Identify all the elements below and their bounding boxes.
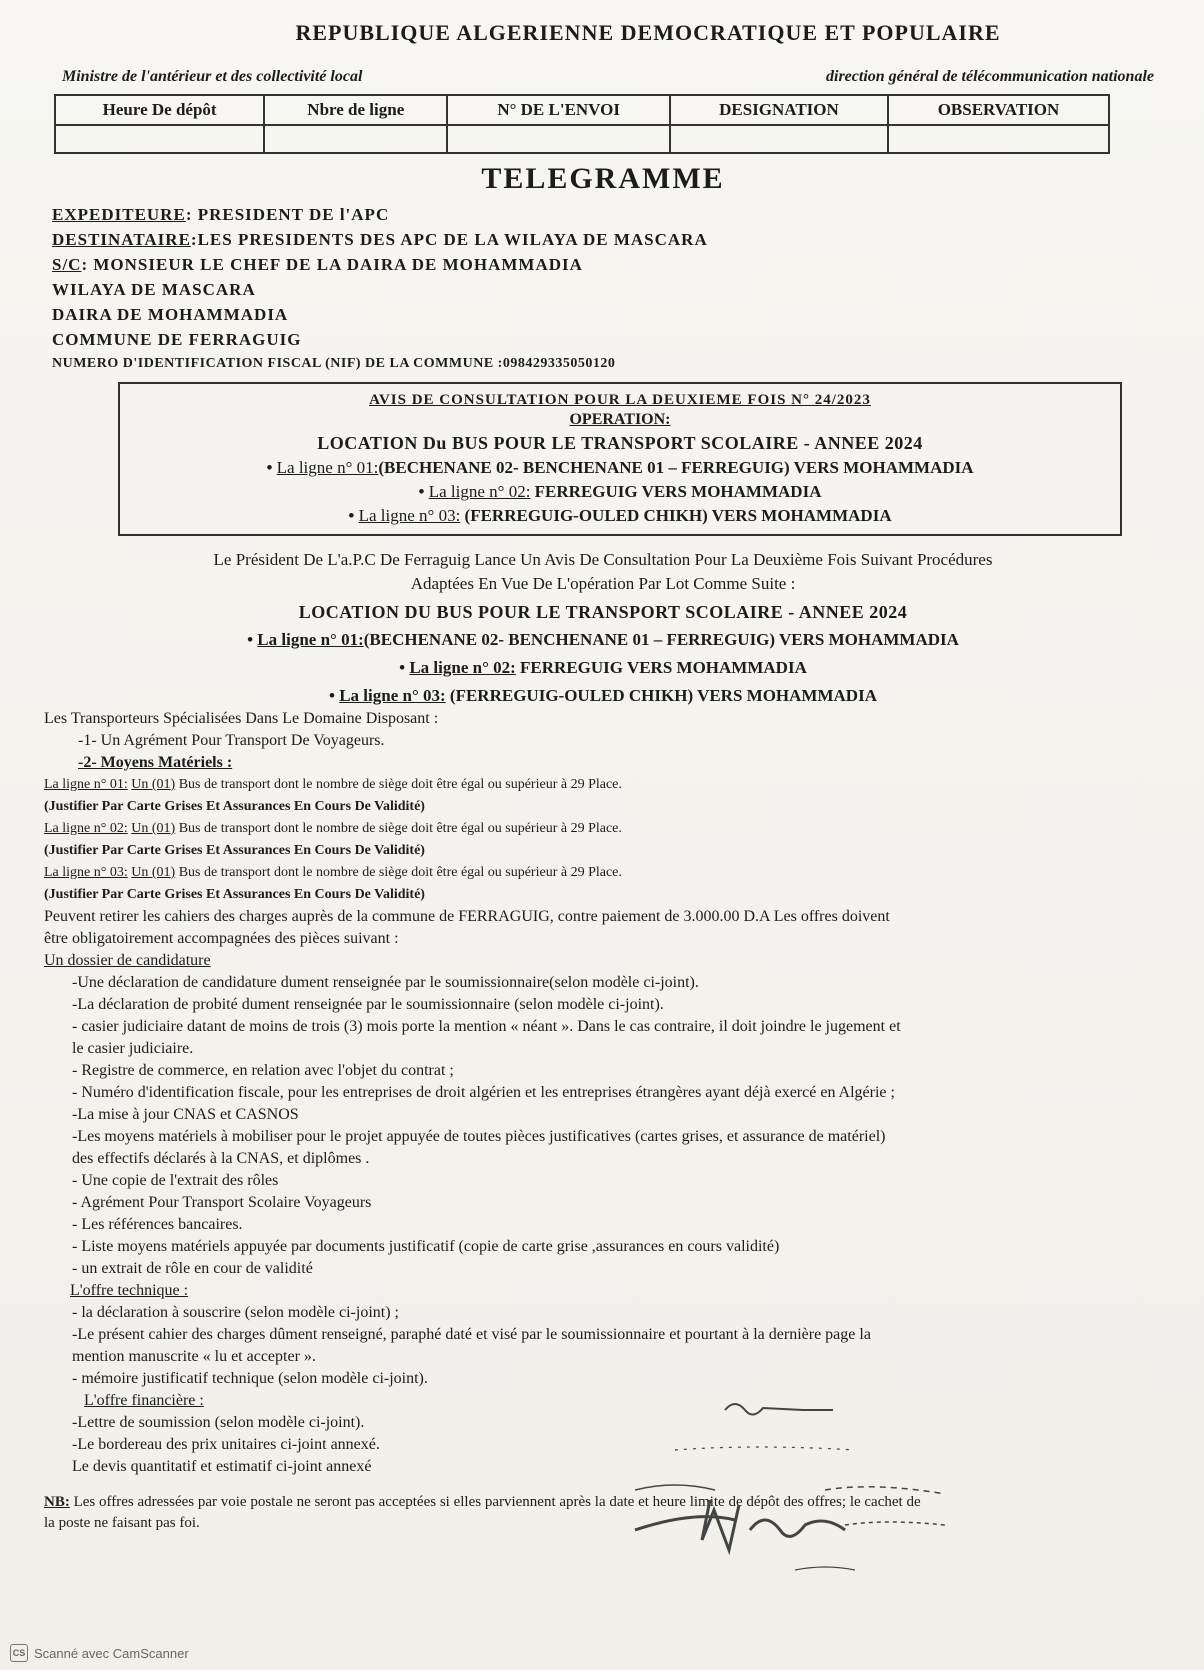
nb-label: NB: bbox=[44, 1494, 70, 1510]
dossier-item: -Une déclaration de candidature dument renseignée par le soumissionnaire(selon modèle ci-joint). bbox=[72, 974, 699, 991]
offre-financiere-list bbox=[44, 1412, 1164, 1478]
offre-financiere-title: L'offre financière : bbox=[84, 1392, 204, 1409]
dossier-title: Un dossier de candidature bbox=[44, 952, 211, 969]
dossier-item: -La déclaration de probité dument renseignée par le soumissionnaire (selon modèle ci-joint). bbox=[72, 996, 664, 1013]
box-ligne-3: • La ligne n° 03: (FERREGUIG-OULED CHIKH) VERS MOHAMMADIA bbox=[348, 506, 892, 525]
box-ligne-2: • La ligne n° 02: FERREGUIG VERS MOHAMMADIA bbox=[418, 482, 822, 501]
intro-line-2: Adaptées En Vue De L'opération Par Lot Comme Suite : bbox=[410, 574, 796, 593]
intro-ligne-1-label: La ligne n° 01: bbox=[257, 630, 364, 649]
offre-technique-item: - la déclaration à souscrire (selon modèle ci-joint) ; bbox=[72, 1304, 399, 1321]
intro-line-1: Le Président De L'a.P.C De Ferraguig Lance Un Avis De Consultation Pour La Deuxième Fois Suivant Procédures bbox=[213, 550, 993, 569]
camscanner-text: Scanné avec CamScanner bbox=[34, 1645, 189, 1661]
moyens-ligne-2-un: Un (01) bbox=[131, 821, 176, 836]
dossier-item: - Liste moyens matériels appuyée par documents justificatif (copie de carte grise ,assurances en cours validité) bbox=[72, 1238, 780, 1255]
justif-3: (Justifier Par Carte Grises Et Assurances En Cours De Validité) bbox=[44, 887, 425, 902]
box-ligne-1-value: (BECHENANE 02- BENCHENANE 01 – FERREGUIG) VERS MOHAMMADIA bbox=[378, 458, 974, 477]
nb-note bbox=[44, 1492, 1164, 1534]
condition-item-1: -1- Un Agrément Pour Transport De Voyageurs. bbox=[78, 732, 385, 749]
col-nbre-ligne: Nbre de ligne bbox=[264, 95, 447, 125]
offre-financiere-item: -Le bordereau des prix unitaires ci-joint annexé. bbox=[72, 1436, 380, 1453]
col-designation: DESIGNATION bbox=[670, 95, 888, 125]
intro-ligne-1: • La ligne n° 01:(BECHENANE 02- BENCHENANE 01 – FERREGUIG) VERS MOHAMMADIA bbox=[247, 630, 959, 649]
camscanner-watermark bbox=[10, 1644, 189, 1662]
box-ligne-3-value: (FERREGUIG-OULED CHIKH) VERS MOHAMMADIA bbox=[460, 506, 892, 525]
moyens-ligne-2 bbox=[44, 818, 1164, 840]
condition-item-2: -2- Moyens Matériels : bbox=[78, 754, 233, 771]
daira-line: DAIRA DE MOHAMMADIA bbox=[52, 305, 289, 324]
cahiers-line-1: Peuvent retirer les cahiers des charges auprès de la commune de FERRAGUIG, contre paiement de 3.000.00 D.A Les offres doivent bbox=[44, 908, 890, 925]
signature-stamp-scribble bbox=[615, 1380, 975, 1590]
dossier-item: -La mise à jour CNAS et CASNOS bbox=[72, 1106, 299, 1123]
box-ligne-1-label: La ligne n° 01: bbox=[276, 458, 379, 477]
justif-1: (Justifier Par Carte Grises Et Assurances En Cours De Validité) bbox=[44, 799, 425, 814]
intro-ligne-1-value: (BECHENANE 02- BENCHENANE 01 – FERREGUIG) VERS MOHAMMADIA bbox=[363, 630, 959, 649]
ministry-row bbox=[62, 68, 1154, 86]
box-ligne-1: • La ligne n° 01:(BECHENANE 02- BENCHENANE 01 – FERREGUIG) VERS MOHAMMADIA bbox=[266, 458, 974, 477]
nif-line: NUMERO D'IDENTIFICATION FISCAL (NIF) DE LA COMMUNE :098429335050120 bbox=[52, 356, 616, 371]
conditions-section bbox=[44, 708, 1164, 1534]
dossier-item: le casier judiciaire. bbox=[72, 1040, 194, 1057]
dispatch-table-empty-row bbox=[55, 125, 1109, 153]
col-numero-envoi: N° DE L'ENVOI bbox=[447, 95, 670, 125]
destinataire-value: :LES PRESIDENTS DES APC DE LA WILAYA DE MASCARA bbox=[190, 230, 708, 249]
moyens-ligne-1-label: La ligne n° 01: bbox=[44, 777, 128, 792]
telegram-title: TELEGRAMME bbox=[481, 162, 725, 195]
box-ligne-3-label: La ligne n° 03: bbox=[358, 506, 461, 525]
nb-line-1 bbox=[44, 1492, 1164, 1513]
intro-ligne-2-value: FERREGUIG VERS MOHAMMADIA bbox=[515, 658, 807, 677]
operation-location: LOCATION Du BUS POUR LE TRANSPORT SCOLAIRE - ANNEE 2024 bbox=[317, 433, 923, 453]
moyens-ligne-1-un: Un (01) bbox=[131, 777, 176, 792]
intro-ligne-3-value: (FERREGUIG-OULED CHIKH) VERS MOHAMMADIA bbox=[445, 686, 877, 705]
intro-location: LOCATION DU BUS POUR LE TRANSPORT SCOLAIRE - ANNEE 2024 bbox=[298, 602, 908, 622]
republic-heading: REPUBLIQUE ALGERIENNE DEMOCRATIQUE ET POPULAIRE bbox=[295, 20, 1001, 45]
operation-label: OPERATION: bbox=[569, 411, 671, 428]
offre-technique-item: -Le présent cahier des charges dûment renseigné, paraphé daté et visé par le soumissionnaire et pourtant à la dernière page la bbox=[72, 1326, 871, 1343]
destinataire-line bbox=[52, 227, 1164, 252]
sc-value: : MONSIEUR LE CHEF DE LA DAIRA DE MOHAMMADIA bbox=[81, 255, 583, 274]
destinataire-label: DESTINATAIRE bbox=[52, 230, 191, 249]
avis-box bbox=[118, 382, 1122, 536]
intro-paragraph bbox=[42, 548, 1164, 708]
nb-text-1: Les offres adressées par voie postale ne seront pas acceptées si elles parviennent après la date et heure limite de dépôt des offres; le cachet de bbox=[69, 1494, 921, 1510]
dispatch-table bbox=[54, 94, 1110, 154]
intro-ligne-2-label: La ligne n° 02: bbox=[409, 658, 516, 677]
intro-ligne-3: • La ligne n° 03: (FERREGUIG-OULED CHIKH) VERS MOHAMMADIA bbox=[329, 686, 877, 705]
nb-line-2: la poste ne faisant pas foi. bbox=[44, 1515, 200, 1531]
avis-title: AVIS DE CONSULTATION POUR LA DEUXIEME FOIS N° 24/2023 bbox=[369, 392, 871, 408]
direction-label: direction général de télécommunication nationale bbox=[826, 68, 1154, 85]
expediteur-value: : PRESIDENT DE l'APC bbox=[185, 205, 390, 224]
moyens-ligne-3-un: Un (01) bbox=[131, 865, 176, 880]
moyens-ligne-3-label: La ligne n° 03: bbox=[44, 865, 128, 880]
dossier-item: - Registre de commerce, en relation avec l'objet du contrat ; bbox=[72, 1062, 454, 1079]
dossier-item: - casier judiciaire datant de moins de trois (3) mois porte la mention « néant ». Dans le cas contraire, il doit joindre le jugement et bbox=[72, 1018, 901, 1035]
offre-financiere-item: Le devis quantitatif et estimatif ci-joint annexé bbox=[72, 1458, 372, 1475]
intro-ligne-2: • La ligne n° 02: FERREGUIG VERS MOHAMMADIA bbox=[399, 658, 807, 677]
commune-line: COMMUNE DE FERRAGUIG bbox=[52, 330, 302, 349]
dossier-item: - Agrément Pour Transport Scolaire Voyageurs bbox=[72, 1194, 372, 1211]
col-heure-depot: Heure De dépôt bbox=[55, 95, 264, 125]
camscanner-logo-icon: CS bbox=[10, 1644, 28, 1662]
expediteur-label: EXPEDITEURE bbox=[52, 205, 186, 224]
justif-2: (Justifier Par Carte Grises Et Assurances En Cours De Validité) bbox=[44, 843, 425, 858]
expediteur-line bbox=[52, 202, 1164, 227]
sc-line bbox=[52, 252, 1164, 277]
moyens-ligne-1-text: Bus de transport dont le nombre de siège doit être égal ou supérieur à 29 Place. bbox=[175, 777, 622, 792]
moyens-ligne-3 bbox=[44, 862, 1164, 884]
dossier-item: - un extrait de rôle en cour de validité bbox=[72, 1260, 313, 1277]
col-observation: OBSERVATION bbox=[888, 95, 1109, 125]
offre-technique-list bbox=[44, 1302, 1164, 1390]
dossier-item: - Les références bancaires. bbox=[72, 1216, 243, 1233]
offre-technique-item: mention manuscrite « lu et accepter ». bbox=[72, 1348, 316, 1365]
sc-label: S/C bbox=[52, 255, 82, 274]
ministry-label: Ministre de l'antérieur et des collectivité local bbox=[62, 68, 363, 85]
transporteurs-line: Les Transporteurs Spécialisées Dans Le Domaine Disposant : bbox=[44, 710, 439, 727]
wilaya-line: WILAYA DE MASCARA bbox=[52, 280, 256, 299]
offre-technique-title: L'offre technique : bbox=[70, 1282, 189, 1299]
moyens-ligne-3-text: Bus de transport dont le nombre de siège doit être égal ou supérieur à 29 Place. bbox=[175, 865, 622, 880]
moyens-ligne-2-text: Bus de transport dont le nombre de siège doit être égal ou supérieur à 29 Place. bbox=[175, 821, 622, 836]
moyens-ligne-1 bbox=[44, 774, 1164, 796]
intro-ligne-3-label: La ligne n° 03: bbox=[339, 686, 446, 705]
moyens-ligne-2-label: La ligne n° 02: bbox=[44, 821, 128, 836]
offre-technique-item: - mémoire justificatif technique (selon modèle ci-joint). bbox=[72, 1370, 428, 1387]
dossier-item: - Numéro d'identification fiscale, pour les entreprises de droit algérien et les entreprises étrangères ayant déjà exercé en Algérie ; bbox=[72, 1084, 895, 1101]
dossier-list bbox=[44, 972, 1164, 1280]
box-ligne-2-value: FERREGUIG VERS MOHAMMADIA bbox=[530, 482, 822, 501]
box-ligne-2-label: La ligne n° 02: bbox=[428, 482, 531, 501]
offre-financiere-item: -Lettre de soumission (selon modèle ci-joint). bbox=[72, 1414, 365, 1431]
dossier-item: des effectifs déclarés à la CNAS, et diplômes . bbox=[72, 1150, 370, 1167]
dossier-item: -Les moyens matériels à mobiliser pour le projet appuyée de toutes pièces justificatives (cartes grises, et assurance de matériel) bbox=[72, 1128, 886, 1145]
cahiers-line-2: être obligatoirement accompagnées des pièces suivant : bbox=[44, 930, 399, 947]
dossier-item: - Une copie de l'extrait des rôles bbox=[72, 1172, 279, 1189]
